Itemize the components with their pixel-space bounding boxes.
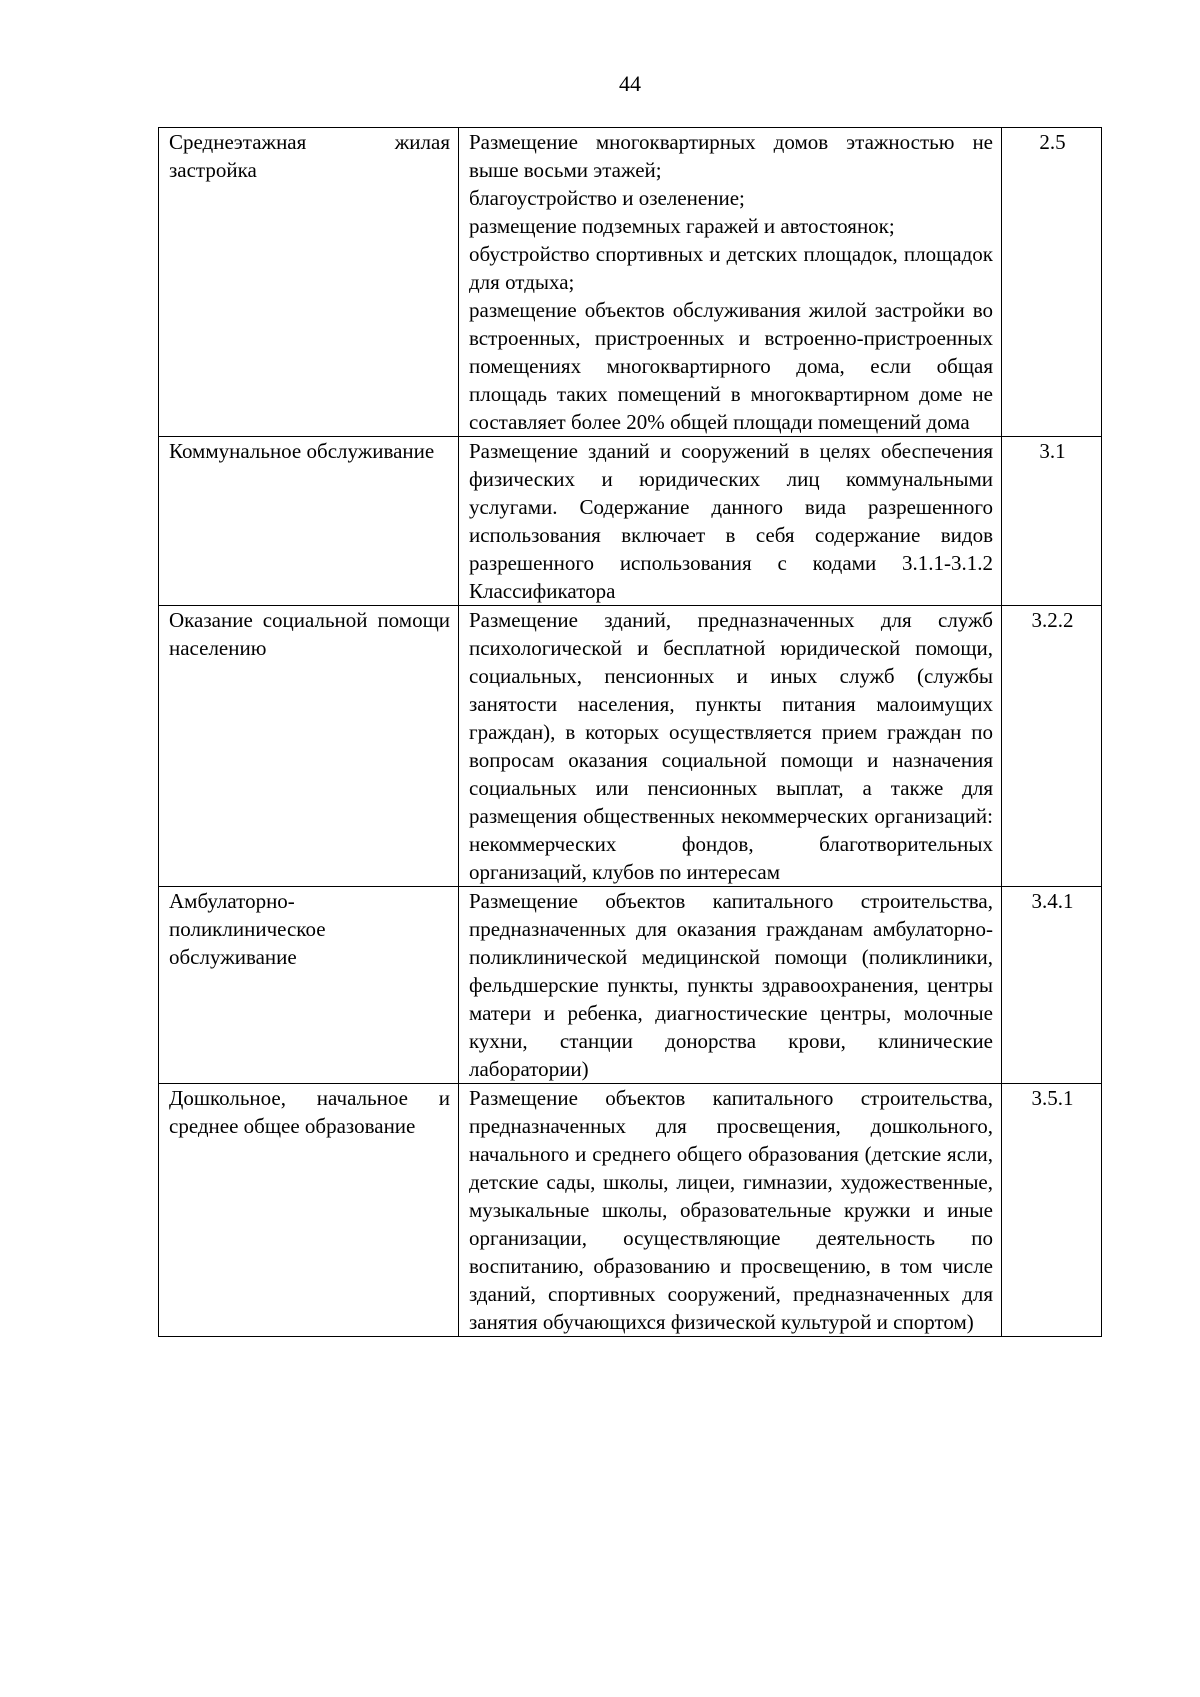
description-paragraph: Размещение объектов капитального строительства, предназначенных для оказания гражданам амбулаторно-поликлинической медицинской помощи (поликлиники, фельдшерские пункты, пункты здравоохранения, центры матери и ребенка, диагностические центры, молочные кухни, станции донорства крови, клинические лаборатории) xyxy=(469,889,993,1081)
use-type-description xyxy=(459,437,1002,606)
use-type-name: Коммунальное обслуживание xyxy=(159,437,459,606)
description-paragraph: благоустройство и озеленение; xyxy=(469,186,745,210)
description-paragraph: Размещение зданий и сооружений в целях обеспечения физических и юридических лиц коммунальными услугами. Содержание данного вида разрешенного использования включает в себя содержание видов разрешенного использования с кодами 3.1.1-3.1.2 Классификатора xyxy=(469,439,993,603)
use-type-description xyxy=(459,887,1002,1084)
page-number: 44 xyxy=(619,71,641,96)
use-type-description xyxy=(459,1084,1002,1337)
use-type-name: Оказание социальной помощи населению xyxy=(159,606,459,887)
use-type-code: 3.4.1 xyxy=(1002,887,1102,1084)
description-paragraph: обустройство спортивных и детских площадок, площадок для отдыха; xyxy=(469,242,993,294)
use-type-code: 3.1 xyxy=(1002,437,1102,606)
use-type-code: 2.5 xyxy=(1002,128,1102,437)
use-type-name: Среднеэтажная жилая застройка xyxy=(159,128,459,437)
use-type-code: 3.2.2 xyxy=(1002,606,1102,887)
table-row xyxy=(159,128,1102,437)
use-type-description xyxy=(459,128,1002,437)
description-paragraph: Размещение зданий, предназначенных для служб психологической и бесплатной юридической помощи, социальных, пенсионных и иных служб (службы занятости населения, пункты питания малоимущих граждан), в которых осуществляется прием граждан по вопросам оказания социальной помощи и назначения социальных или пенсионных выплат, а также для размещения общественных некоммерческих организаций: некоммерческих фондов, благотворительных организаций, клубов по интересам xyxy=(469,608,993,884)
description-paragraph: размещение объектов обслуживания жилой застройки во встроенных, пристроенных и встроенно-пристроенных помещениях многоквартирного дома, если общая площадь таких помещений в многоквартирном доме не составляет более 20% общей площади помещений дома xyxy=(469,298,993,434)
use-type-code: 3.5.1 xyxy=(1002,1084,1102,1337)
description-paragraph: Размещение объектов капитального строительства, предназначенных для просвещения, дошкольного, начального и среднего общего образования (детские ясли, детские сады, школы, лицеи, гимназии, художественные, музыкальные школы, образовательные кружки и иные организации, осуществляющие деятельность по воспитанию, образованию и просвещению, в том числе зданий, спортивных сооружений, предназначенных для занятия обучающихся физической культурой и спортом) xyxy=(469,1086,993,1334)
land-use-table xyxy=(158,127,1102,1337)
table-row xyxy=(159,606,1102,887)
use-type-description xyxy=(459,606,1002,887)
table-row xyxy=(159,437,1102,606)
use-type-name: Амбулаторно-поликлиническое обслуживание xyxy=(159,887,459,1084)
use-type-name: Дошкольное, начальное и среднее общее образование xyxy=(159,1084,459,1337)
table-row xyxy=(159,887,1102,1084)
description-paragraph: размещение подземных гаражей и автостоянок; xyxy=(469,214,895,238)
description-paragraph: Размещение многоквартирных домов этажностью не выше восьми этажей; xyxy=(469,130,993,182)
table-row xyxy=(159,1084,1102,1337)
